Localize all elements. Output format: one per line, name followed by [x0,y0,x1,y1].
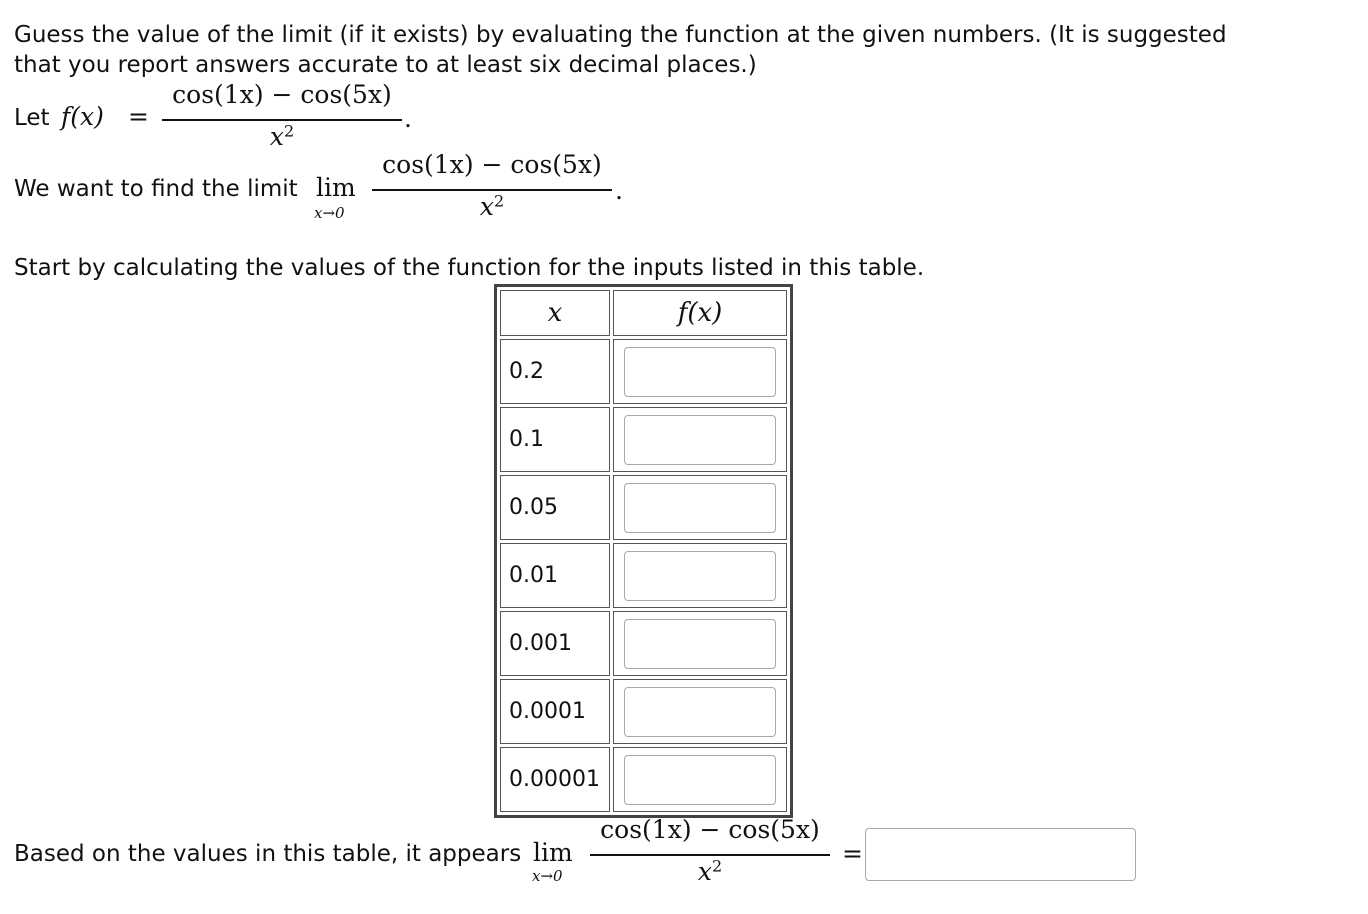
goal-lim: lim [316,173,356,202]
conclusion-fraction [590,815,830,895]
table-x-value: 0.1 [500,407,610,472]
goal-fraction [372,150,612,230]
goal-text: We want to find the limit [14,176,298,202]
conclusion-lim-subscript: x→0 [532,867,563,885]
definition-equals: = [128,102,149,131]
instructions-line-2: that you report answers accurate to at least six decimal places.) [14,52,757,78]
limit-answer-input[interactable] [865,828,1136,881]
goal-numerator: cos(1x) − cos(5x) [382,150,602,179]
table-row [500,339,787,404]
conclusion-denominator-exponent: 2 [711,856,723,876]
conclusion-fraction-bar [590,854,830,856]
table-header-row [500,290,787,336]
table-header-fx: f(x) [613,290,787,336]
goal-fraction-bar [372,189,612,191]
fx-input-0.0001[interactable] [624,687,776,737]
conclusion-denominator-base: x [697,857,712,886]
definition-denominator-base: x [269,122,284,151]
table-x-value: 0.05 [500,475,610,540]
table-fx-cell [613,475,787,540]
table-row [500,543,787,608]
conclusion-equals: = [842,839,863,868]
table-intro: Start by calculating the values of the function for the inputs listed in this table. [14,255,925,281]
table-x-value: 0.00001 [500,747,610,812]
table-x-value: 0.01 [500,543,610,608]
definition-period: . [404,104,412,133]
conclusion-numerator: cos(1x) − cos(5x) [600,815,820,844]
table-row [500,747,787,812]
table-fx-cell [613,747,787,812]
table-header-x: x [500,290,610,336]
goal-denominator [372,192,612,221]
fx-input-0.2[interactable] [624,347,776,397]
table-fx-cell [613,679,787,744]
definition-function-name: f(x) [61,102,104,131]
conclusion-text: Based on the values in this table, it appears [14,841,522,867]
definition-denominator [162,122,402,151]
table-fx-cell [613,543,787,608]
table-row [500,611,787,676]
table-x-value: 0.2 [500,339,610,404]
fx-input-0.00001[interactable] [624,755,776,805]
definition-fraction-bar [162,119,402,121]
fx-input-0.1[interactable] [624,415,776,465]
table-row [500,679,787,744]
table-fx-cell [613,611,787,676]
fx-input-0.05[interactable] [624,483,776,533]
table-x-value: 0.0001 [500,679,610,744]
fx-input-0.01[interactable] [624,551,776,601]
table-row [500,475,787,540]
goal-denominator-base: x [479,192,494,221]
goal-period: . [615,176,623,205]
instructions-line-1: Guess the value of the limit (if it exists) by evaluating the function at the given numbers. (It is suggested [14,22,1227,48]
definition-fraction [162,80,402,160]
table-row [500,407,787,472]
conclusion-lim: lim [533,838,573,867]
definition-prefix: Let [14,105,50,131]
goal-denominator-exponent: 2 [493,191,505,211]
definition-denominator-exponent: 2 [283,121,295,141]
table-fx-cell [613,407,787,472]
fx-input-0.001[interactable] [624,619,776,669]
goal-lim-subscript: x→0 [314,204,345,222]
conclusion-denominator [590,857,830,886]
definition-numerator: cos(1x) − cos(5x) [172,80,392,109]
table-fx-cell [613,339,787,404]
table-x-value: 0.001 [500,611,610,676]
values-table [494,284,793,818]
